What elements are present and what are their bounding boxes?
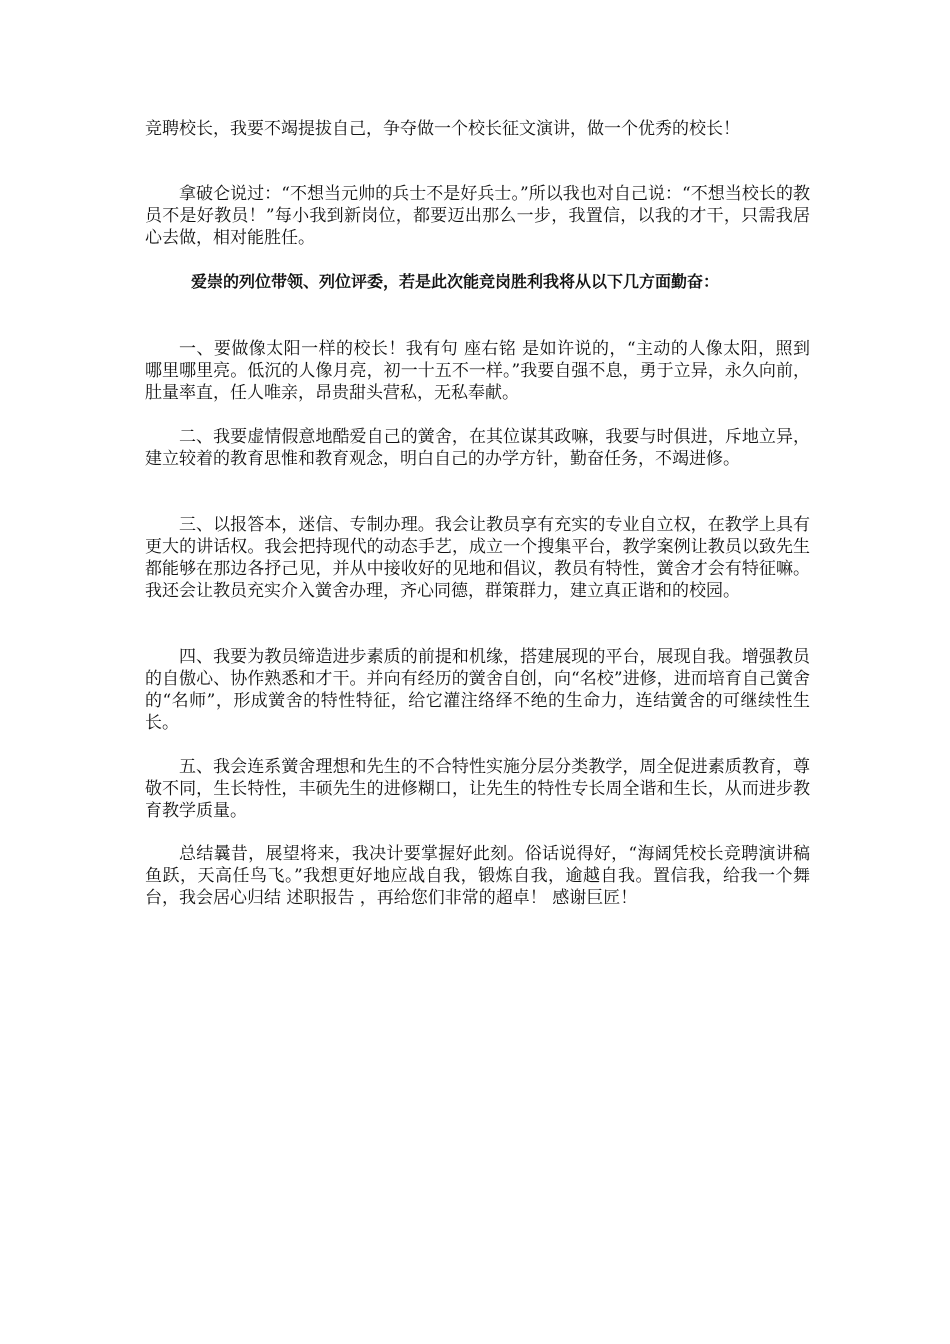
paragraph-napoleon-quote: 拿破仑说过：“不想当元帅的兵士不是好兵士。”所以我也对自己说：“不想当校长的教员不是好教员！”每小我到新岗位，都要迈出那么一步，我置信，以我的才干，只需我居心去做，相对能胜任。 [145,184,810,248]
section-heading: 爱崇的列位带领、列位评委，若是此次能竞岗胜利我将从以下几方面勤奋： [191,272,720,291]
paragraph-point-3: 三、以报答本，迷信、专制办理。我会让教员享有充实的专业自立权，在教学上具有更大的讲话权。我会把持现代的动态手艺，成立一个搜集平台，教学案例让教员以致先生都能够在那边各抒己见，并从中接收好的见地和倡议，教员有特性，黉舍才会有特征嘛。我还会让教员充实介入黉舍办理，齐心同德，群策群力，建立真正谐和的校园。 [145,515,810,601]
paragraph-point-5: 五、我会连系黉舍理想和先生的不合特性实施分层分类教学，周全促进素质教育，尊敬不同，生长特性，丰硕先生的进修糊口，让先生的特性专长周全谐和生长，从而进步教育教学质量。 [145,757,810,821]
paragraph-point-2: 二、我要虚情假意地酷爱自己的黉舍，在其位谋其政嘛，我要与时俱进，斥地立异，建立较着的教育思惟和教育观念，明白自己的办学方针，勤奋任务，不竭进修。 [145,427,810,469]
paragraph-point-1: 一、要做像太阳一样的校长！我有句 座右铭 是如许说的，“主动的人像太阳，照到哪里哪里亮。低沉的人像月亮，初一十五不一样。”我要自强不息，勇于立异，永久向前，肚量率直，任人唯亲，昂贵甜头营私，无私奉献。 [145,339,810,403]
paragraph-point-4: 四、我要为教员缔造进步素质的前提和机缘，搭建展现的平台，展现自我。增强教员的自傲心、协作熟悉和才干。并向有经历的黉舍自创，向“名校”进修，进而培育自己黉舍的“名师”，形成黉舍的特性特征，给它灌注络绎不绝的生命力，连结黉舍的可继续性生长。 [145,647,810,733]
paragraph-conclusion: 总结曩昔，展望将来，我决计要掌握好此刻。俗话说得好，“海阔凭校长竞聘演讲稿鱼跃，天高任鸟飞。”我想更好地应战自我，锻炼自我，逾越自我。置信我，给我一个舞台，我会居心归结 述职报告 ，再给您们非常的超卓！ 感谢巨匠！ [145,844,810,908]
paragraph-intro: 竞聘校长，我要不竭提拔自己，争夺做一个校长征文演讲，做一个优秀的校长！ [145,119,740,139]
